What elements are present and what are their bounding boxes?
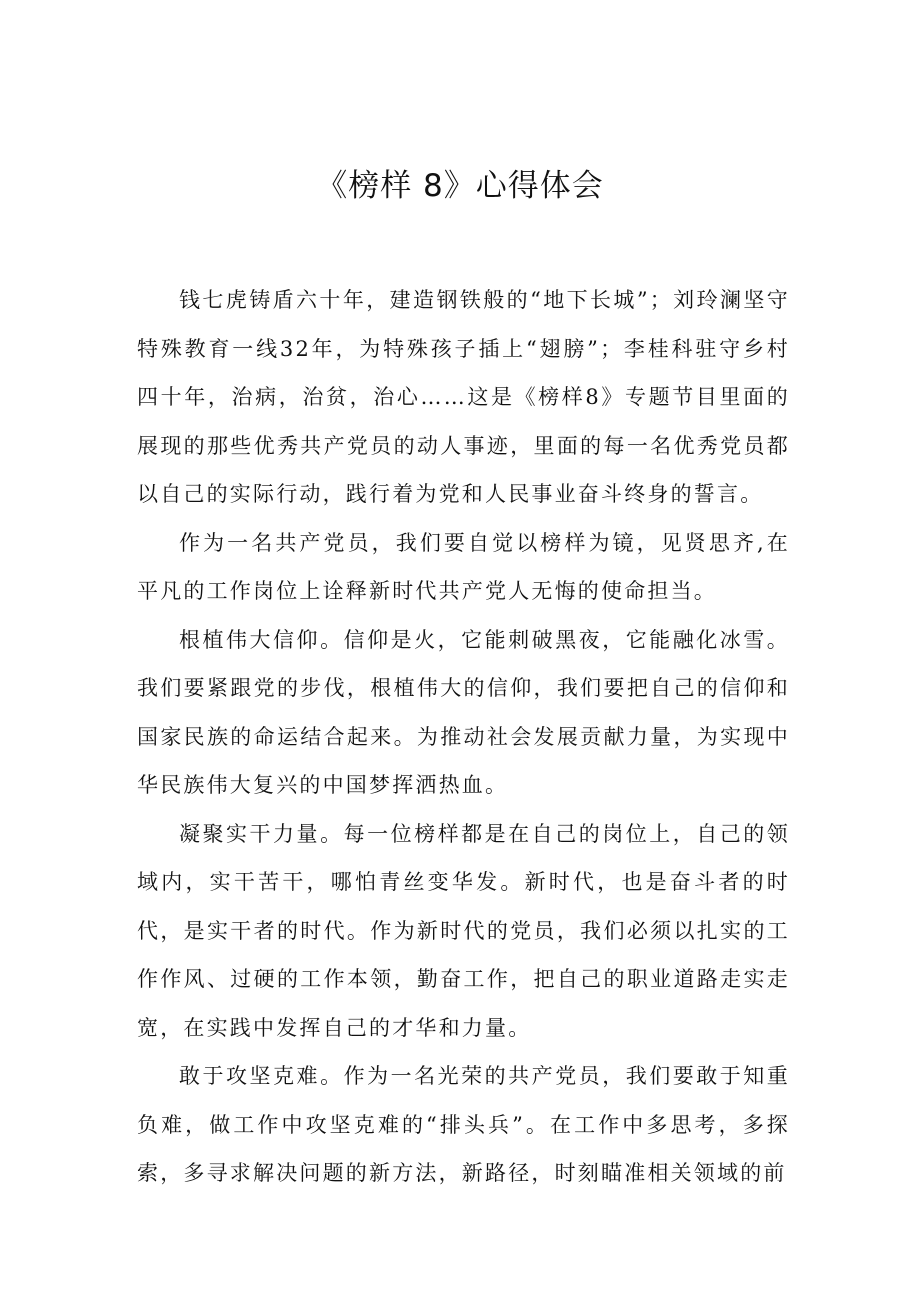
document-body (137, 276, 790, 1198)
paragraph-intro: 钱七虎铸盾六十年，建造钢铁般的“地下长城”；刘玲澜坚守特殊教育一线32年，为特殊孩子插上“翅膀”；李桂科驻守乡村四十年，治病，治贫，治心……这是《榜样8》专题节目里面的展现的那些优秀共产党员的动人事迹，里面的每一名优秀党员都以自己的实际行动，践行着为党和人民事业奋斗终身的誓言。 (137, 288, 790, 506)
document-title: 《榜样 8》心得体会 (316, 168, 604, 204)
paragraph-hard-work: 凝聚实干力量。每一位榜样都是在自己的岗位上，自己的领域内，实干苦干，哪怕青丝变华发。新时代，也是奋斗者的时代，是实干者的时代。作为新时代的党员，我们必须以扎实的工作作风、过硬的工作本领，勤奋工作，把自己的职业道路走实走宽，在实践中发挥自己的才华和力量。 (137, 821, 790, 1040)
paragraph-faith: 根植伟大信仰。信仰是火，它能刺破黑夜，它能融化冰雪。我们要紧跟党的步伐，根植伟大的信仰，我们要把自己的信仰和国家民族的命运结合起来。为推动社会发展贡献力量，为实现中华民族伟大复兴的中国梦挥洒热血。 (137, 627, 790, 797)
paragraph-overcome-difficulties: 敢于攻坚克难。作为一名光荣的共产党员，我们要敢于知重负难，做工作中攻坚克难的“排头兵”。在工作中多思考，多探索，多寻求解决问题的新方法，新路径，时刻瞄准相关领域的前 (137, 1064, 790, 1185)
paragraph-role-model: 作为一名共产党员，我们要自觉以榜样为镜，见贤思齐,在平凡的工作岗位上诠释新时代共产党人无悔的使命担当。 (137, 530, 790, 603)
